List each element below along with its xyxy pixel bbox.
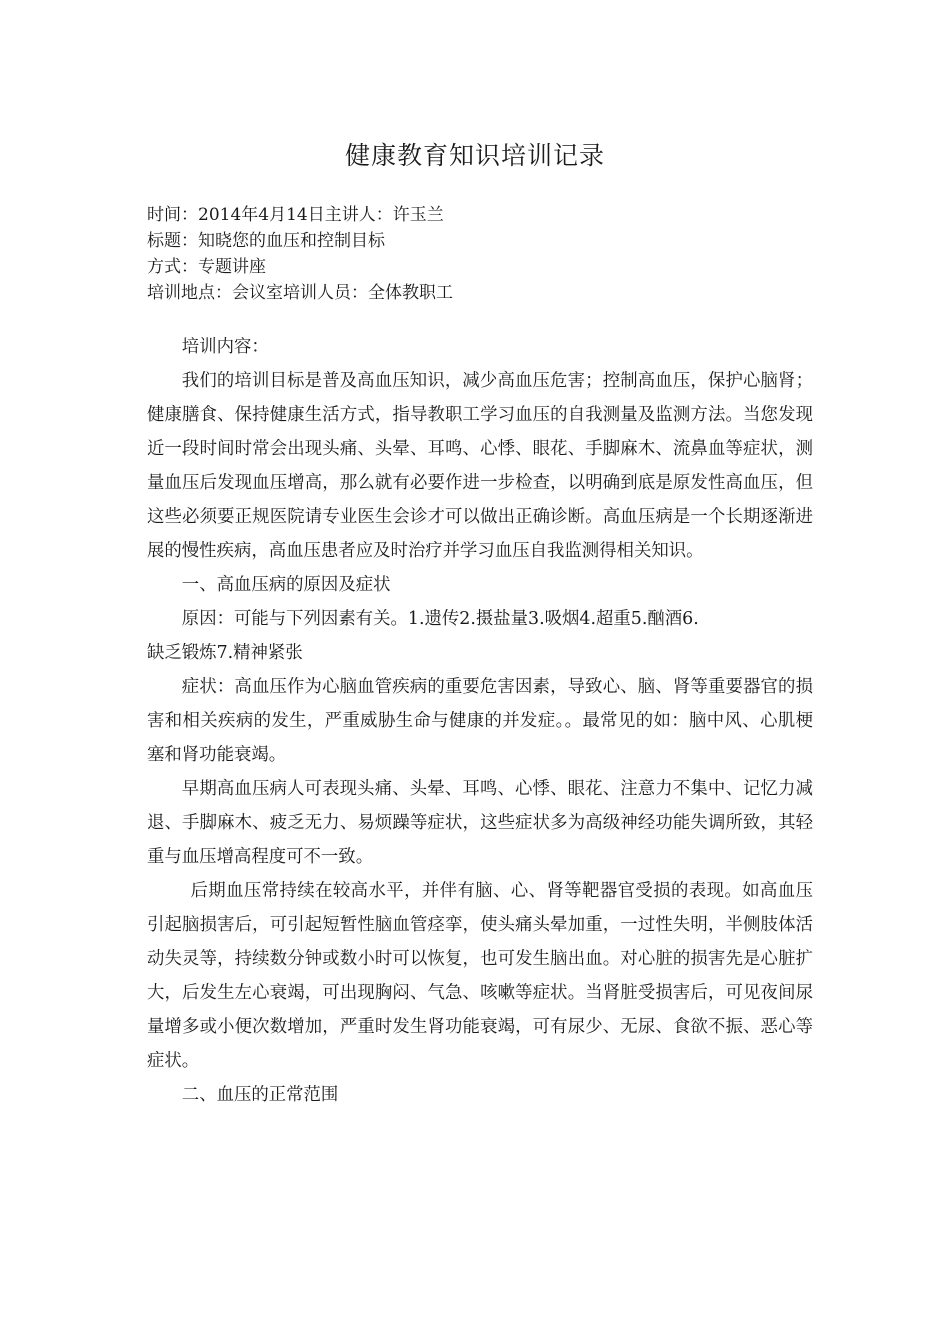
content-heading: 培训内容： bbox=[181, 337, 269, 357]
section-heading-normal-range: 二、血压的正常范围 bbox=[181, 1085, 339, 1105]
causes-line-continued: 缺乏锻炼7.精神紧张 bbox=[147, 643, 303, 663]
meta-method: 方式：专题讲座 bbox=[147, 257, 266, 277]
early-stage-paragraph: 早期高血压病人可表现头痛、头晕、耳鸣、心悸、眼花、注意力不集中、记忆力减退、手脚麻木、疲乏无力、易烦躁等症状，这些症状多为高级神经功能失调所致，其轻重与血压增高程度可不一致。 bbox=[147, 779, 813, 867]
training-content bbox=[147, 330, 813, 1112]
causes-line: 原因：可能与下列因素有关。1.遗传2.摄盐量3.吸烟4.超重5.酗酒6. bbox=[181, 609, 699, 629]
meta-time-speaker: 时间：2014年4月14日主讲人：许玉兰 bbox=[147, 205, 444, 225]
section-heading-causes-symptoms: 一、高血压病的原因及症状 bbox=[181, 575, 391, 595]
late-stage-paragraph: 后期血压常持续在较高水平，并伴有脑、心、肾等靶器官受损的表现。如高血压引起脑损害后，可引起短暂性脑血管痉挛，使头痛头晕加重，一过性失明，半侧肢体活动失灵等，持续数分钟或数小时可以恢复，也可发生脑出血。对心脏的损害先是心脏扩大，后发生左心衰竭，可出现胸闷、气急、咳嗽等症状。当肾脏受损害后，可见夜间尿量增多或小便次数增加，严重时发生肾功能衰竭，可有尿少、无尿、食欲不振、恶心等症状。 bbox=[147, 881, 813, 1071]
document-title: 健康教育知识培训记录 bbox=[344, 141, 605, 170]
meta-block bbox=[147, 202, 807, 306]
meta-location-attendees: 培训地点：会议室培训人员：全体教职工 bbox=[147, 283, 453, 303]
meta-topic: 标题：知晓您的血压和控制目标 bbox=[147, 231, 385, 251]
intro-paragraph: 我们的培训目标是普及高血压知识，减少高血压危害；控制高血压，保护心脑肾；健康膳食、保持健康生活方式，指导教职工学习血压的自我测量及监测方法。当您发现近一段时间时常会出现头痛、头晕、耳鸣、心悸、眼花、手脚麻木、流鼻血等症状，测量血压后发现血压增高，那么就有必要作进一步检查，以明确到底是原发性高血压，但这些必须要正规医院请专业医生会诊才可以做出正确诊断。高血压病是一个长期逐渐进展的慢性疾病，高血压患者应及时治疗并学习血压自我监测得相关知识。 bbox=[147, 371, 813, 561]
symptoms-paragraph: 症状：高血压作为心脑血管疾病的重要危害因素，导致心、脑、肾等重要器官的损害和相关疾病的发生，严重威胁生命与健康的并发症。。最常见的如：脑中风、心肌梗塞和肾功能衰竭。 bbox=[147, 677, 813, 765]
